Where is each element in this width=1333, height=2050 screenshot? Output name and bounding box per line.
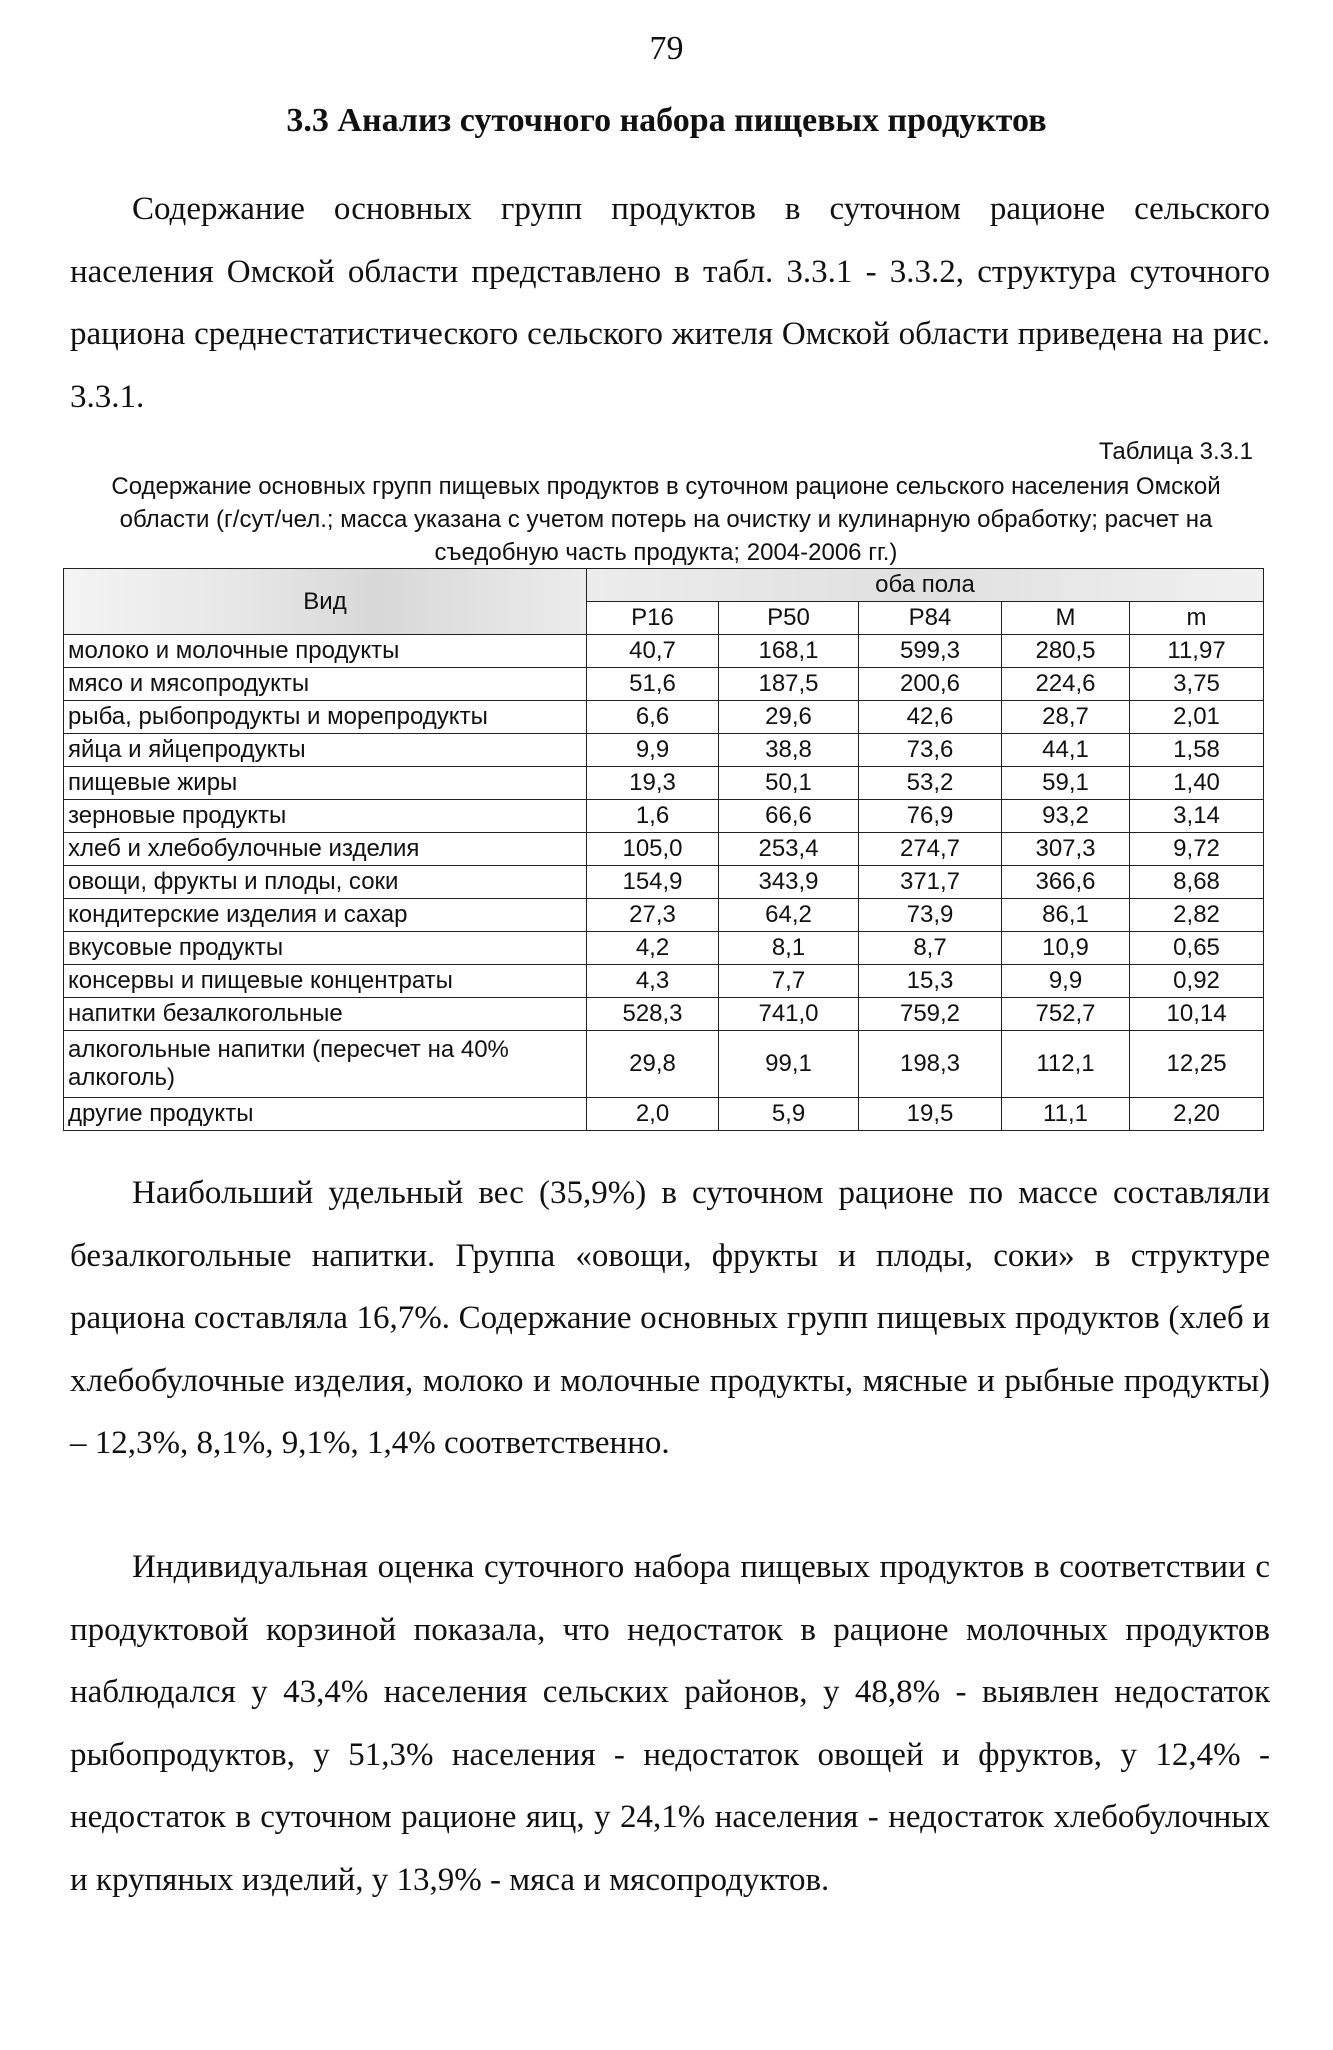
cell-p50: 343,9 <box>719 866 859 899</box>
table-row <box>64 965 1264 998</box>
page-number: 79 <box>649 30 684 67</box>
header-vid: Вид <box>64 569 587 635</box>
table-row <box>64 635 1264 668</box>
table-row <box>64 800 1264 833</box>
row-name: овощи, фрукты и плоды, соки <box>64 866 587 899</box>
row-name: вкусовые продукты <box>64 932 587 965</box>
table-row <box>64 998 1264 1031</box>
row-name: другие продукты <box>64 1098 587 1131</box>
section-title: 3.3 Анализ суточного набора пищевых продуктов <box>286 102 1047 139</box>
cell-p50: 8,1 <box>719 932 859 965</box>
cell-p16: 9,9 <box>587 734 719 767</box>
cell-mean: 366,6 <box>1002 866 1130 899</box>
cell-p16: 154,9 <box>587 866 719 899</box>
row-name: хлеб и хлебобулочные изделия <box>64 833 587 866</box>
cell-error: 2,82 <box>1130 899 1264 932</box>
cell-p16: 528,3 <box>587 998 719 1031</box>
cell-p84: 599,3 <box>859 635 1002 668</box>
table-row <box>64 1031 1264 1098</box>
table-caption: Содержание основных групп пищевых продуктов в суточном рационе сельского населения Омской области (г/сут/чел.; масса указана с учетом потерь на очистку и кулинарную обработку; расчет на съедобную часть продукта; 2004-2006 гг.) <box>111 473 1221 566</box>
cell-error: 0,92 <box>1130 965 1264 998</box>
cell-mean: 93,2 <box>1002 800 1130 833</box>
cell-mean: 307,3 <box>1002 833 1130 866</box>
paragraph-intro <box>70 178 1270 428</box>
row-name: рыба, рыбопродукты и морепродукты <box>64 701 587 734</box>
cell-error: 2,20 <box>1130 1098 1264 1131</box>
row-name: кондитерские изделия и сахар <box>64 899 587 932</box>
table-row <box>64 899 1264 932</box>
table-label: Таблица 3.3.1 <box>1098 438 1253 465</box>
cell-mean: 280,5 <box>1002 635 1130 668</box>
cell-mean: 44,1 <box>1002 734 1130 767</box>
cell-p50: 38,8 <box>719 734 859 767</box>
cell-error: 3,75 <box>1130 668 1264 701</box>
table-row <box>64 668 1264 701</box>
header-both-sexes: оба пола <box>587 569 1264 602</box>
paragraph-weights <box>70 1162 1270 1475</box>
row-name: алкогольные напитки (пересчет на 40% алкоголь) <box>64 1031 587 1098</box>
cell-p84: 198,3 <box>859 1031 1002 1098</box>
cell-error: 10,14 <box>1130 998 1264 1031</box>
cell-error: 12,25 <box>1130 1031 1264 1098</box>
cell-p16: 19,3 <box>587 767 719 800</box>
header-p50: P50 <box>719 602 859 635</box>
cell-p16: 105,0 <box>587 833 719 866</box>
row-name: молоко и молочные продукты <box>64 635 587 668</box>
cell-p84: 274,7 <box>859 833 1002 866</box>
cell-mean: 224,6 <box>1002 668 1130 701</box>
row-name: пищевые жиры <box>64 767 587 800</box>
cell-p16: 40,7 <box>587 635 719 668</box>
table-row <box>64 833 1264 866</box>
cell-p50: 99,1 <box>719 1031 859 1098</box>
cell-p84: 53,2 <box>859 767 1002 800</box>
cell-p50: 187,5 <box>719 668 859 701</box>
header-error: m <box>1130 602 1264 635</box>
cell-mean: 59,1 <box>1002 767 1130 800</box>
header-p84: P84 <box>859 602 1002 635</box>
paragraph-intro-text: Содержание основных групп продуктов в суточном рационе сельского населения Омской области представлено в табл. 3.3.1 - 3.3.2, структура суточного рациона среднестатистического сельского жителя Омской области приведена на рис. 3.3.1. <box>70 191 1270 415</box>
cell-error: 8,68 <box>1130 866 1264 899</box>
cell-p16: 1,6 <box>587 800 719 833</box>
cell-error: 1,58 <box>1130 734 1264 767</box>
cell-p84: 73,9 <box>859 899 1002 932</box>
food-groups-table <box>63 568 1264 1131</box>
header-p16: P16 <box>587 602 719 635</box>
table-row <box>64 932 1264 965</box>
cell-error: 3,14 <box>1130 800 1264 833</box>
cell-p50: 741,0 <box>719 998 859 1031</box>
cell-mean: 10,9 <box>1002 932 1130 965</box>
table-row <box>64 1098 1264 1131</box>
cell-p84: 15,3 <box>859 965 1002 998</box>
cell-mean: 112,1 <box>1002 1031 1130 1098</box>
table-row <box>64 866 1264 899</box>
cell-p50: 64,2 <box>719 899 859 932</box>
cell-p16: 29,8 <box>587 1031 719 1098</box>
header-mean: M <box>1002 602 1130 635</box>
cell-p84: 759,2 <box>859 998 1002 1031</box>
cell-mean: 9,9 <box>1002 965 1130 998</box>
cell-p84: 200,6 <box>859 668 1002 701</box>
cell-p50: 66,6 <box>719 800 859 833</box>
cell-p84: 8,7 <box>859 932 1002 965</box>
cell-error: 1,40 <box>1130 767 1264 800</box>
row-name: мясо и мясопродукты <box>64 668 587 701</box>
cell-p16: 27,3 <box>587 899 719 932</box>
row-name: напитки безалкогольные <box>64 998 587 1031</box>
cell-p16: 6,6 <box>587 701 719 734</box>
cell-error: 0,65 <box>1130 932 1264 965</box>
paragraph-assessment <box>70 1536 1270 1911</box>
cell-p84: 73,6 <box>859 734 1002 767</box>
table-row <box>64 767 1264 800</box>
cell-p84: 371,7 <box>859 866 1002 899</box>
cell-error: 2,01 <box>1130 701 1264 734</box>
cell-mean: 752,7 <box>1002 998 1130 1031</box>
cell-p50: 253,4 <box>719 833 859 866</box>
row-name: яйца и яйцепродукты <box>64 734 587 767</box>
table-row <box>64 734 1264 767</box>
table-row <box>64 701 1264 734</box>
paragraph-weights-text: Наибольший удельный вес (35,9%) в суточном рационе по массе составляли безалкогольные напитки. Группа «овощи, фрукты и плоды, соки» в структуре рациона составляла 16,7%. Содержание основных групп пищевых продуктов (хлеб и хлебобулочные изделия, молоко и молочные продукты, мясные и рыбные продукты) – 12,3%, 8,1%, 9,1%, 1,4% соответственно. <box>70 1175 1270 1461</box>
cell-p16: 51,6 <box>587 668 719 701</box>
cell-p50: 7,7 <box>719 965 859 998</box>
cell-p50: 168,1 <box>719 635 859 668</box>
cell-p84: 76,9 <box>859 800 1002 833</box>
cell-p50: 29,6 <box>719 701 859 734</box>
cell-p50: 50,1 <box>719 767 859 800</box>
paragraph-assessment-text: Индивидуальная оценка суточного набора пищевых продуктов в соответствии с продуктовой корзиной показала, что недостаток в рационе молочных продуктов наблюдался у 43,4% населения сельских районов, у 48,8% - выявлен недостаток рыбопродуктов, у 51,3% населения - недостаток овощей и фруктов, у 12,4% - недостаток в суточном рационе яиц, у 24,1% населения - недостаток хлебобулочных и крупяных изделий, у 13,9% - мяса и мясопродуктов. <box>70 1549 1270 1898</box>
cell-mean: 86,1 <box>1002 899 1130 932</box>
cell-error: 11,97 <box>1130 635 1264 668</box>
cell-mean: 28,7 <box>1002 701 1130 734</box>
cell-p16: 4,2 <box>587 932 719 965</box>
row-name: консервы и пищевые концентраты <box>64 965 587 998</box>
cell-p16: 2,0 <box>587 1098 719 1131</box>
cell-error: 9,72 <box>1130 833 1264 866</box>
cell-p16: 4,3 <box>587 965 719 998</box>
cell-p84: 19,5 <box>859 1098 1002 1131</box>
row-name: зерновые продукты <box>64 800 587 833</box>
cell-p84: 42,6 <box>859 701 1002 734</box>
cell-p50: 5,9 <box>719 1098 859 1131</box>
cell-mean: 11,1 <box>1002 1098 1130 1131</box>
